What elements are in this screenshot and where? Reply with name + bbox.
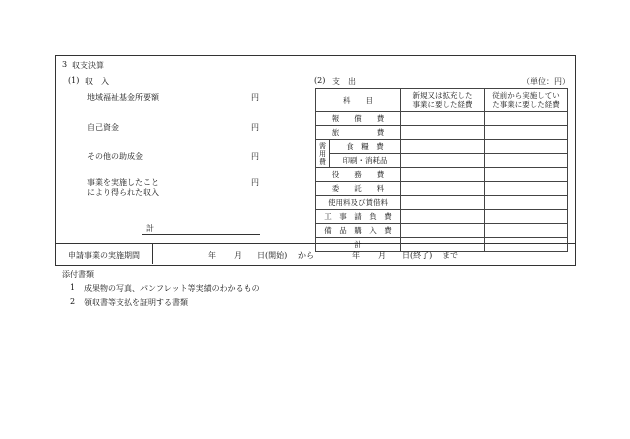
period-start-day: 日(開始) <box>257 251 288 260</box>
table-row <box>316 168 568 182</box>
expense-header-new-2: 事業に要した経費 <box>412 100 473 109</box>
expense-cell-new[interactable] <box>401 168 485 182</box>
expense-header-item: 科 目 <box>316 89 401 112</box>
expense-unit-note: （単位：円） <box>522 77 570 86</box>
section-title: 収支決算 <box>72 61 104 70</box>
period-end-day: 日(終了) <box>402 251 433 260</box>
period-start-year: 年 <box>208 251 216 260</box>
income-item-own-label: 自己資金 <box>87 123 119 132</box>
income-item-revenue-label-2: により得られた収入 <box>87 188 159 197</box>
attachment-1-text: 成果物の写真、パンフレット等実績のわかるもの <box>84 284 260 293</box>
income-item-fund-unit: 円 <box>251 93 259 102</box>
expense-cell-existing[interactable] <box>485 196 568 210</box>
income-total-label: 計 <box>146 224 154 233</box>
income-item-fund-label: 地域福祉基金所要額 <box>87 93 159 102</box>
income-item-revenue-unit: 円 <box>251 178 259 187</box>
expense-cell-existing[interactable] <box>485 126 568 140</box>
expense-header-row <box>316 89 568 112</box>
expense-label-num: (2) <box>314 76 326 85</box>
expense-row-insatsu: 印刷・消耗品 <box>330 154 401 168</box>
attachment-2-text: 領収書等支払を証明する書類 <box>84 298 188 307</box>
table-row <box>316 210 568 224</box>
period-label: 申請事業の実施期間 <box>68 251 140 260</box>
expense-row-ryohi: 旅 費 <box>316 126 401 140</box>
period-from: から <box>298 251 314 260</box>
expense-row-koji: 工 事 請 負 費 <box>316 210 401 224</box>
expense-cell-new[interactable] <box>401 224 485 238</box>
period-label-divider <box>152 243 153 264</box>
table-row <box>316 196 568 210</box>
expense-row-total: 計 <box>316 238 401 252</box>
expense-header-existing-1: 従前から実施してい <box>492 91 560 100</box>
period-end-year: 年 <box>352 251 360 260</box>
expense-cell-new[interactable] <box>401 210 485 224</box>
expense-table <box>315 88 568 252</box>
expense-row-hosho: 報 償 費 <box>316 112 401 126</box>
expense-cell-existing[interactable] <box>485 182 568 196</box>
expense-cell-existing[interactable] <box>485 168 568 182</box>
table-row <box>316 182 568 196</box>
income-item-own-unit: 円 <box>251 123 259 132</box>
expense-row-shiyoryo: 使用料及び賃借料 <box>316 196 401 210</box>
period-until: まで <box>442 251 458 260</box>
expense-row-itaku: 委 託 料 <box>316 182 401 196</box>
expense-label: 支 出 <box>332 77 356 86</box>
expense-row-shokuryo: 食 糧 費 <box>330 140 401 154</box>
income-item-other-label: その他の助成金 <box>87 152 143 161</box>
expense-header-new-1: 新規又は拡充した <box>412 91 473 100</box>
income-total-underline <box>142 234 260 235</box>
income-item-other-unit: 円 <box>251 152 259 161</box>
expense-cell-new[interactable] <box>401 126 485 140</box>
expense-cell-existing[interactable] <box>485 224 568 238</box>
expense-header-existing-2: た事業に要した経費 <box>492 100 560 109</box>
income-item-revenue-label-1: 事業を実施したこと <box>87 178 159 187</box>
period-start-month: 月 <box>234 251 242 260</box>
expense-total-existing[interactable] <box>485 238 568 252</box>
expense-header-new <box>401 89 485 112</box>
table-row <box>316 154 568 168</box>
expense-cell-new[interactable] <box>401 154 485 168</box>
expense-cell-new[interactable] <box>401 182 485 196</box>
expense-cell-existing[interactable] <box>485 112 568 126</box>
expense-row-bihin: 備 品 購 入 費 <box>316 224 401 238</box>
expense-header-existing <box>485 89 568 112</box>
section-number: 3 <box>62 60 68 69</box>
table-row <box>316 140 568 154</box>
table-row <box>316 112 568 126</box>
income-label: 収 入 <box>85 77 109 86</box>
expense-group-juyohi: 需用費 <box>316 140 330 168</box>
expense-cell-existing[interactable] <box>485 140 568 154</box>
attachment-1-num: 1 <box>70 283 76 292</box>
expense-row-ekimu: 役 務 費 <box>316 168 401 182</box>
attachment-2-num: 2 <box>70 297 76 306</box>
expense-cell-existing[interactable] <box>485 210 568 224</box>
expense-cell-new[interactable] <box>401 112 485 126</box>
period-end-month: 月 <box>378 251 386 260</box>
table-row <box>316 126 568 140</box>
attachments-title: 添付書類 <box>62 270 94 279</box>
expense-cell-existing[interactable] <box>485 154 568 168</box>
table-row <box>316 224 568 238</box>
income-label-num: (1) <box>68 76 80 85</box>
expense-cell-new[interactable] <box>401 140 485 154</box>
expense-cell-new[interactable] <box>401 196 485 210</box>
